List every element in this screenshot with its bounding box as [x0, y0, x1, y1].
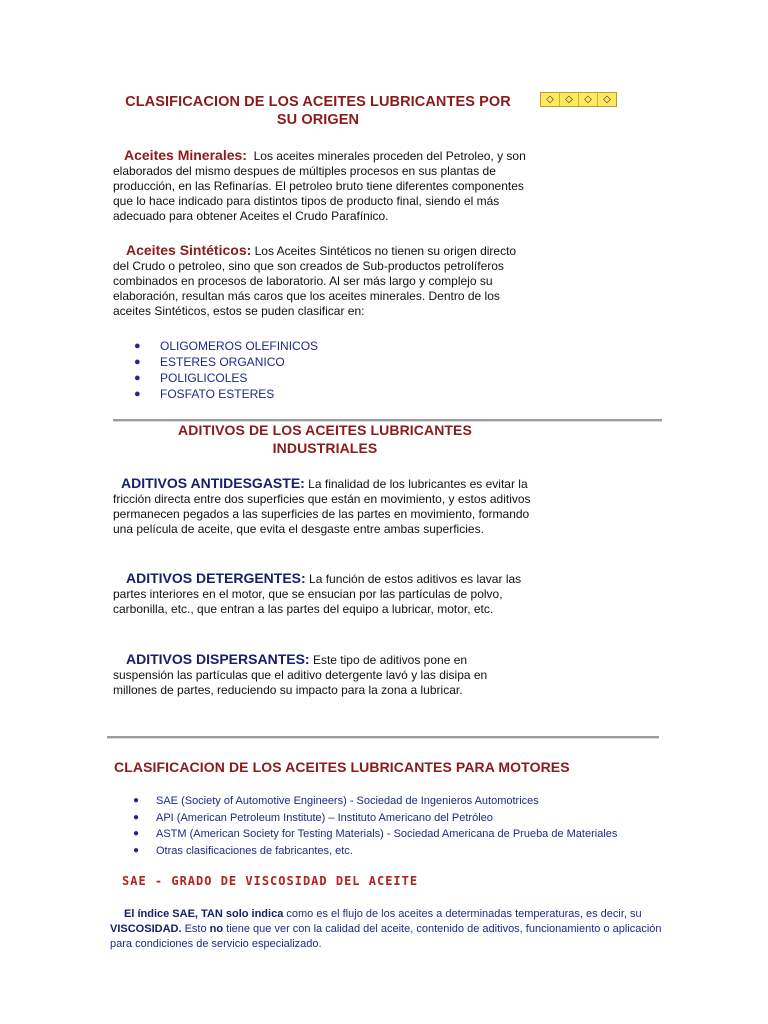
section1-title-line1: CLASIFICACION DE LOS ACEITES LUBRICANTES POR — [125, 94, 511, 110]
antidesgaste-text: La finalidad de los lubricantes es evitar la fricción directa entre dos superficies que están en movimiento, y estos aditivos permanecen pegados a las superficies de las partes en movimiento, formando una película de aceite, que evita el desgaste entre ambas superficies. — [113, 477, 531, 536]
bullet-icon: ● — [133, 844, 140, 856]
list-item: ● FOSFATO ESTERES — [134, 387, 275, 401]
detergentes-text: La función de estos aditivos es lavar las partes interiores en el motor, que se ensucian por las partículas de polvo, carbonilla, etc., que entran a las partes del equipo a lubricar, motor, etc. — [113, 572, 522, 616]
section1-title — [108, 93, 528, 129]
section2-title-line2: INDUSTRIALES — [272, 440, 378, 456]
antidesgaste-paragraph — [113, 476, 538, 537]
minerales-text: Los aceites minerales proceden del Petroleo, y son elaborados del mismo despues de múltiples procesos en sus plantas de producción, en las Refinarías. El petroleo bruto tiene diferentes componentes que lo hace indicado para distintos tipos de producto final, siendo el más adecuado para obtener Aceites el Crudo Parafínico. — [113, 149, 526, 223]
detergentes-paragraph — [113, 571, 543, 617]
sae-bold-3: no — [209, 923, 224, 935]
sae-text-1: como es el flujo de los aceites a determinadas temperaturas, es decir, su — [283, 908, 642, 920]
list-item: ● API (American Petroleum Institute) – Instituto Americano del Petróleo — [133, 810, 617, 827]
section1-title-line2: SU ORIGEN — [276, 112, 360, 128]
dispersantes-paragraph — [113, 652, 528, 698]
diamond-icon: ◇ — [560, 93, 579, 106]
detergentes-heading: ADITIVOS DETERGENTES: — [126, 570, 306, 586]
icon-strip — [540, 92, 617, 107]
minerales-heading: Aceites Minerales: — [124, 147, 247, 163]
section2-title-line1: ADITIVOS DE LOS ACEITES LUBRICANTES — [178, 422, 472, 438]
sinteticos-paragraph — [113, 243, 533, 319]
list-item: ● ESTERES ORGANICO — [134, 355, 285, 369]
bullet-icon: ● — [133, 828, 140, 839]
bullet-icon: ● — [133, 811, 140, 823]
sinteticos-text: Los Aceites Sintéticos no tienen su origen directo del Crudo o petroleo, sino que son creados de Sub-productos petrolíferos combinados en procesos de laboratorio. Al ser más largo y complejo su elaboración, resultan más caros que los aceites minerales. Dentro de los aceites Sintéticos, estos se puden clasificar en: — [113, 244, 517, 318]
sae-heading: SAE - GRADO DE VISCOSIDAD DEL ACEITE — [122, 874, 419, 888]
dispersantes-heading: ADITIVOS DISPERSANTES: — [126, 651, 310, 667]
motores-list — [133, 793, 617, 859]
divider — [107, 736, 659, 739]
antidesgaste-heading: ADITIVOS ANTIDESGASTE: — [121, 475, 305, 491]
list-item: ● Otras clasificaciones de fabricantes, etc. — [133, 843, 617, 860]
bullet-icon: ● — [134, 372, 141, 384]
sae-bold-2: VISCOSIDAD. — [110, 923, 182, 935]
sae-text-2: Esto — [181, 923, 210, 935]
bullet-icon: ● — [133, 795, 140, 806]
list-item: ● POLIGLICOLES — [134, 371, 248, 385]
sinteticos-list — [134, 338, 318, 402]
list-item: ● OLIGOMEROS OLEFINICOS — [134, 339, 319, 353]
diamond-icon: ◇ — [603, 94, 611, 105]
diamond-icon: ◇ — [579, 93, 598, 106]
sae-paragraph — [110, 907, 662, 952]
list-item: ● ASTM (American Society for Testing Materials) - Sociedad Americana de Prueba de Materiales — [133, 826, 617, 843]
bullet-icon: ● — [134, 340, 141, 352]
sae-bold-1: El índice SAE, TAN solo indica — [124, 908, 284, 920]
section2-title — [140, 421, 510, 457]
bullet-icon: ● — [134, 388, 141, 400]
sinteticos-heading: Aceites Sintéticos: — [126, 242, 252, 258]
list-item: ● SAE (Society of Automotive Engineers) - Sociedad de Ingenieros Automotrices — [133, 793, 617, 810]
bullet-icon: ● — [134, 356, 141, 368]
minerales-paragraph — [113, 148, 543, 224]
diamond-icon: ◇ — [541, 93, 560, 106]
sae-text-3: tiene que ver con la calidad del aceite, contenido de aditivos, funcionamiento o aplicación para condiciones de servicio especializado. — [110, 923, 662, 950]
section3-title: CLASIFICACION DE LOS ACEITES LUBRICANTES PARA MOTORES — [114, 759, 570, 775]
dispersantes-text: Este tipo de aditivos pone en suspensión las partículas que el aditivo detergente lavó y las disipa en millones de partes, reduciendo su impacto para la zona a lubricar. — [113, 653, 488, 697]
